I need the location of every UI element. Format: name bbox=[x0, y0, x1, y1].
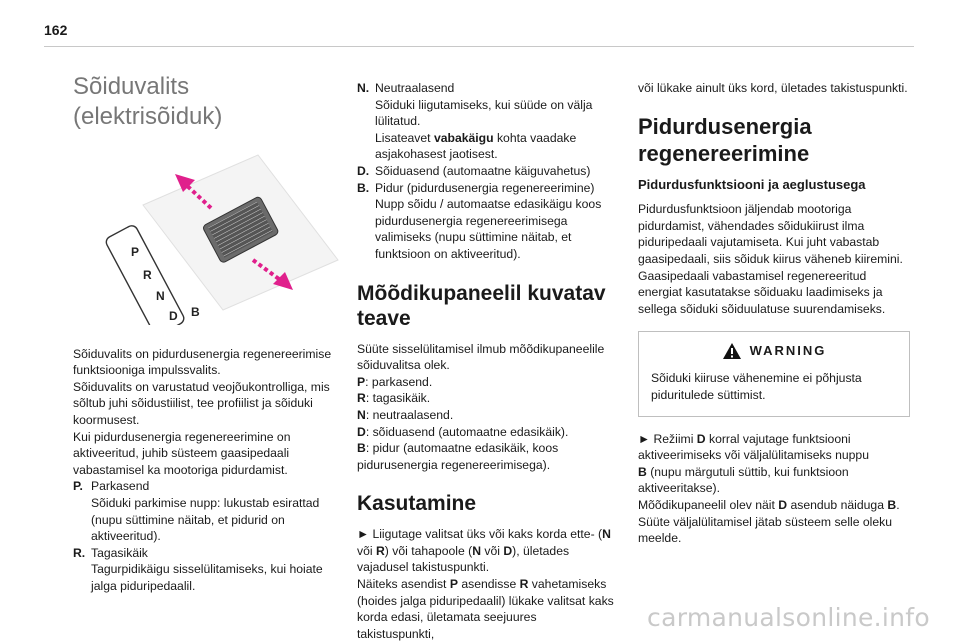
column-2 bbox=[357, 80, 617, 642]
def-note: Lisateavet vabakäigu kohta vaadake asjakohasest jaotisest. bbox=[375, 130, 577, 162]
gear-letter-d: D bbox=[169, 309, 178, 323]
def-title: Pidur (pidurdusenergia regenereerimine) bbox=[375, 180, 595, 195]
neutral-reference: vabakäigu bbox=[433, 130, 494, 145]
heading-usage: Kasutamine bbox=[357, 492, 477, 516]
usage-continuation: või lükake ainult üks kord, ületades takistuspunkti. bbox=[638, 81, 908, 95]
intro-paragraph-3: Kui pidurdusenergia regenereerimine on aktiveeritud, juhib süsteem gaasipedaali vabastamisel ka mootoriga pidurdamist. bbox=[73, 429, 291, 477]
def-title: Neutraalasend bbox=[375, 81, 455, 95]
regen-step: ► Režiimi D korral vajutage funktsiooni aktiveerimiseks või väljalülitamiseks nuppu B (nupu märgutuli süttib, kui funktsioon aktiveeritakse). bbox=[638, 431, 869, 496]
def-item-r bbox=[73, 545, 345, 595]
watermark: carmanualsonline.info bbox=[647, 603, 930, 632]
subheading-braking: Pidurdusfunktsiooni ja aeglustusega bbox=[638, 176, 866, 192]
display-item-n: N: neutraalasend. bbox=[357, 407, 454, 422]
display-item-d: D: sõiduasend (automaatne edasikäik). bbox=[357, 424, 569, 439]
def-item-n bbox=[357, 80, 617, 163]
display-item-r: R: tagasikäik. bbox=[357, 391, 431, 406]
column-1 bbox=[73, 72, 345, 595]
page-title: Sõiduvalits (elektrisõiduk) bbox=[73, 73, 223, 130]
display-item-b: B: pidur (automaatne edasikäik, koos pidurusenergia regenereerimisega). bbox=[357, 441, 559, 472]
gear-letter-p: P bbox=[131, 245, 140, 259]
def-item-b bbox=[357, 180, 617, 263]
warning-triangle-icon bbox=[722, 342, 742, 360]
gear-letter-n: N bbox=[156, 289, 165, 303]
def-key: P. bbox=[73, 479, 83, 494]
def-item-d bbox=[357, 163, 617, 180]
def-text: Nupp sõidu / automaatse edasikäigu koos pidurdusenergia regenereerimisega valimiseks (nupu süttimine näitab, et funktsioon on aktiveeritud). bbox=[375, 197, 602, 261]
def-item-p bbox=[73, 478, 345, 544]
display-intro: Süüte sisselülitamisel ilmub mõõdikupaneelile sõiduvalitsa olek. bbox=[357, 341, 605, 373]
usage-step: ► Liigutage valitsat üks või kaks korda ette- (N või R) või tahapoole (N või D), ületades vajadusel takistuspunkti. bbox=[357, 527, 611, 575]
column-3 bbox=[638, 80, 910, 547]
gear-definitions-2 bbox=[357, 80, 617, 263]
regen-display-note: Mõõdikupaneelil olev näit D asendub näiduga B. bbox=[638, 497, 900, 512]
regen-paragraph: Pidurdusfunktsioon jäljendab mootoriga pidurdamist, vähendades sõidukiirust ilma piduripedaali vajutamiseta. Kui juht vabastab gaasipedaali, siis sõiduk kiirus väheneb kiiremini. Gaasipedaali vabastamisel regenereeritud energiat kasutatakse sõiduaku laadimiseks ja sellega sõiduki sõiduulatuse suurendamiseks. bbox=[638, 202, 903, 316]
warning-header bbox=[651, 342, 897, 360]
def-title: Sõiduasend (automaatne käiguvahetus) bbox=[375, 163, 591, 178]
intro-paragraph-2: Sõiduvalits on varustatud veojõukontrolliga, mis sõltub juhi sõidustiilist, tee profiilist ja sõiduki koormusest. bbox=[73, 379, 330, 427]
def-key: R. bbox=[73, 545, 86, 560]
gear-definitions-1 bbox=[73, 478, 345, 594]
gear-letter-r: R bbox=[143, 268, 152, 282]
display-item-p: P: parkasend. bbox=[357, 374, 433, 389]
def-title: Tagasikäik bbox=[91, 545, 148, 560]
page-number: 162 bbox=[44, 22, 68, 38]
def-title: Parkasend bbox=[91, 479, 150, 494]
gear-selector-illustration bbox=[73, 150, 345, 325]
intro-paragraph-1: Sõiduvalits on pidurdusenergia regenereerimise funktsiooniga impulssvalits. bbox=[73, 346, 332, 378]
def-text: Sõiduki liigutamiseks, kui süüde on välja lülitatud. bbox=[375, 97, 593, 129]
def-text: Tagurpidikäigu sisselülitamiseks, kui hoiate jalga piduripedaalil. bbox=[91, 562, 323, 593]
gear-letter-b: B bbox=[191, 305, 200, 319]
warning-title: WARNING bbox=[749, 343, 827, 359]
header-divider bbox=[44, 46, 914, 47]
def-text: Sõiduki parkimise nupp: lukustab esirattad (nupu süttimine näitab, et pidurid on aktiveeritud). bbox=[91, 495, 320, 544]
usage-example: Näiteks asendist P asendisse R vahetamiseks (hoides jalga piduripedaalil) lükake valitsat kaks korda edasi, ületamata seejuures takistuspunkti, bbox=[357, 577, 614, 641]
heading-regeneration: Pidurdusenergia regenereerimine bbox=[638, 113, 812, 166]
def-key: D. bbox=[357, 163, 370, 178]
page-header bbox=[0, 0, 960, 48]
def-key: N. bbox=[357, 81, 370, 95]
heading-display-info: Mõõdikupaneelil kuvatav teave bbox=[357, 281, 606, 330]
regen-memory-note: Süüte väljalülitamisel jätab süsteem selle oleku meelde. bbox=[638, 514, 893, 546]
def-key: B. bbox=[357, 180, 370, 195]
warning-box bbox=[638, 331, 910, 416]
warning-text: Sõiduki kiiruse vähenemine ei põhjusta piduritulede süttimist. bbox=[651, 371, 862, 402]
